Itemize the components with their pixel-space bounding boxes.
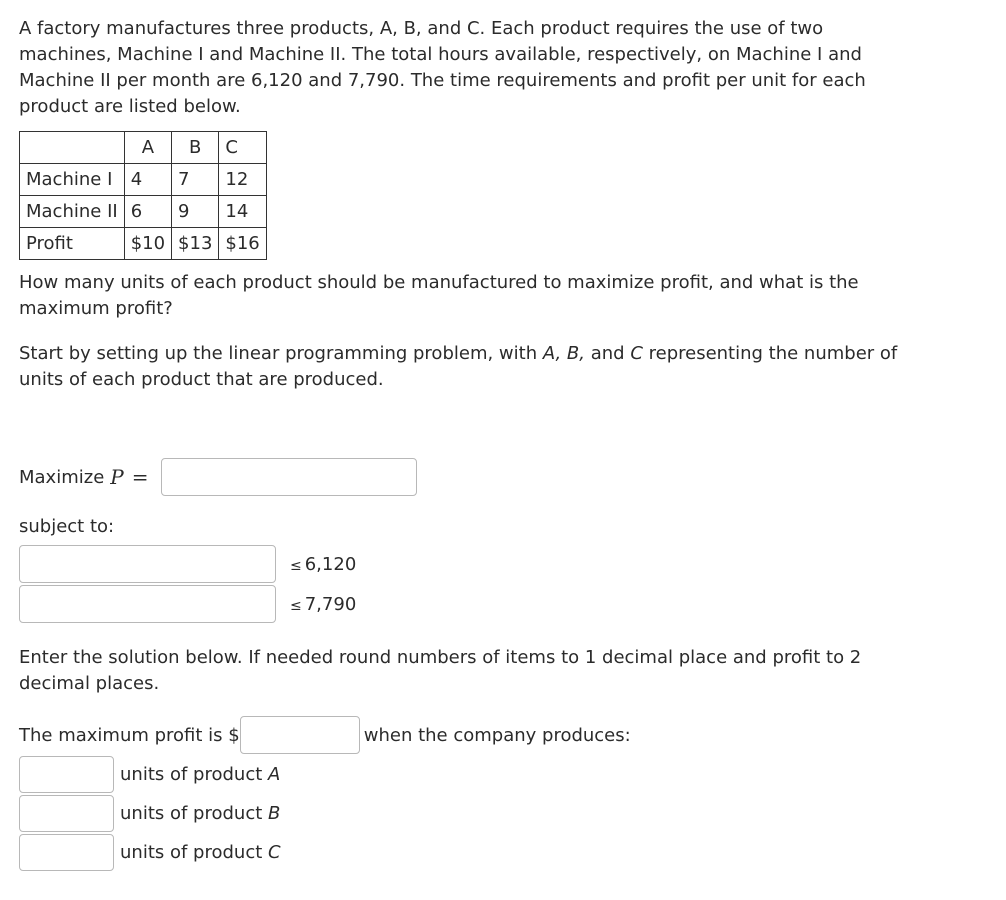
problem-intro: A factory manufactures three products, A, B, and C. Each product requires the use of two machines, Machine I and Machine II. The total hours available, respectively, on Machine I and Machine II per month are 6,120 and 7,790. The time requirements and profit per unit for each product are listed below.	[19, 18, 866, 117]
table-cell: 6	[124, 196, 171, 228]
le-sign: ≤	[290, 597, 302, 614]
constraint-1-input[interactable]	[19, 545, 276, 583]
profit-suffix: when the company produces:	[363, 724, 631, 746]
product-a: A	[268, 764, 281, 785]
table-cell: Machine II	[20, 196, 125, 228]
table-header-cell	[20, 132, 125, 164]
maximize-label: Maximize	[19, 466, 105, 488]
constraint-2-value: 7,790	[304, 593, 357, 615]
table-cell: $10	[124, 228, 171, 260]
profit-prefix: The maximum profit is $	[19, 724, 240, 746]
table-cell: $16	[219, 228, 266, 260]
constraint-1-value: 6,120	[304, 553, 357, 575]
objective-variable: P	[110, 465, 124, 489]
units-row-a	[19, 756, 280, 793]
units-b-label	[120, 803, 280, 824]
question-text: How many units of each product should be manufactured to maximize profit, and what is the maximum profit?	[19, 272, 859, 319]
table-header-cell: B	[172, 132, 219, 164]
units-c-input[interactable]	[19, 834, 114, 871]
equals-sign: =	[131, 465, 149, 489]
objective-input[interactable]	[161, 458, 417, 496]
setup-vars: A, B,	[542, 343, 585, 364]
product-b: B	[268, 803, 281, 824]
table-row	[20, 228, 267, 260]
setup-and: and	[585, 343, 631, 364]
profit-row	[19, 716, 631, 754]
constraint-2-rhs	[290, 594, 356, 615]
units-b-prefix: units of product	[120, 803, 268, 824]
setup-text	[19, 341, 899, 393]
product-c: C	[268, 842, 281, 863]
table-cell: Profit	[20, 228, 125, 260]
table-row	[20, 164, 267, 196]
units-row-c	[19, 834, 281, 871]
table-cell: $13	[172, 228, 219, 260]
constraint-1-rhs	[290, 554, 356, 575]
table-header-cell: C	[219, 132, 266, 164]
setup-var-c: C	[630, 343, 643, 364]
objective-row	[19, 458, 417, 496]
table-cell: 4	[124, 164, 171, 196]
constraint-2-input[interactable]	[19, 585, 276, 623]
subject-to-label: subject to:	[19, 516, 115, 537]
units-row-b	[19, 795, 280, 832]
setup-suffix: representing the number of units of each product that are produced.	[19, 343, 898, 390]
units-c-label	[120, 842, 281, 863]
table-row	[20, 196, 267, 228]
table-cell: 9	[172, 196, 219, 228]
setup-prefix: Start by setting up the linear programming problem, with	[19, 343, 543, 364]
table-cell: 14	[219, 196, 266, 228]
le-sign: ≤	[290, 557, 302, 574]
solution-instruction: Enter the solution below. If needed round numbers of items to 1 decimal place and profit to 2 decimal places.	[19, 647, 862, 694]
constraint-row	[19, 585, 356, 623]
units-a-label	[120, 764, 280, 785]
table-header-cell: A	[124, 132, 171, 164]
units-b-input[interactable]	[19, 795, 114, 832]
table-cell: 7	[172, 164, 219, 196]
table-row	[20, 132, 267, 164]
constraint-row	[19, 545, 356, 583]
table-cell: Machine I	[20, 164, 125, 196]
requirements-table	[19, 131, 267, 260]
units-a-prefix: units of product	[120, 764, 268, 785]
units-c-prefix: units of product	[120, 842, 268, 863]
max-profit-input[interactable]	[240, 716, 360, 754]
units-a-input[interactable]	[19, 756, 114, 793]
table-cell: 12	[219, 164, 266, 196]
